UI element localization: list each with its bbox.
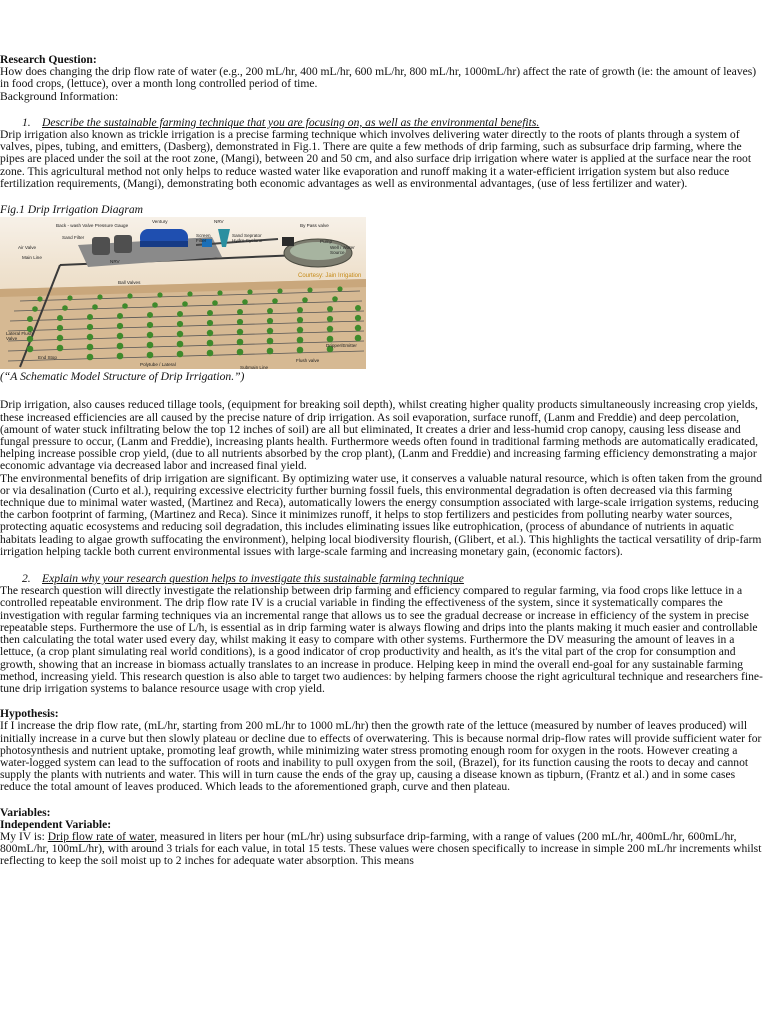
pump [282, 237, 294, 246]
label-ventury: Ventury [152, 219, 168, 225]
research-question-heading: Research Question: [0, 53, 97, 66]
label-end-stop: End Stop [38, 355, 57, 361]
document-page [0, 54, 764, 868]
figure-source: (“A Schematic Model Structure of Drip Irrigation.”) [0, 370, 245, 384]
background-information-label: Background Information: [0, 89, 119, 103]
label-dripper-emitter: Dripper/Emitter [326, 343, 357, 349]
label-nrv-top: NRV [214, 219, 224, 225]
label-polytube: Polytube / Lateral [140, 362, 176, 368]
iv-prefix: My IV is: [0, 829, 48, 843]
research-question-text: How does changing the drip flow rate of water (e.g., 200 mL/hr, 400 mL/hr, 600 mL/hr, 800 mL/hr, 1000mL/hr) affect the rate of growth (ie: the amount of leaves) in food crops, (lettuce), over a month long controlled period of time. [0, 65, 757, 91]
section1-number: 1. [22, 115, 31, 129]
label-main-line: Main Line [22, 255, 42, 261]
iv-description: , measured in liters per hour (mL/hr) using subsurface drip-farming, with a range of values (200 mL/hr, 400mL/hr, 600mL/hr, 800mL/hr, 100mL/hr), with around 3 trials for each value, in total 15 tests. These values were chosen specifically to increase in simple 200 mL/hr increments whilst reflecting to keep the soil moist up to 2 inches for adequate water absorption. This means [0, 829, 762, 868]
label-sand-filter: Sand Filter [62, 235, 85, 241]
label-flush-valve: Flush valve [296, 358, 320, 364]
label-ball-valves: Ball Valves [118, 280, 141, 286]
section1-paragraph3: The environmental benefits of drip irrigation are significant. By optimizing water use, it conserves a valuable natural resource, which is often taken from the ground or via desalination (Curto et al.), requiring excessive electricity further burning fossil fuels, this environmental degradation is often decreased via this farming technique due to minimal water wasted, (Martinez and Reca), automatically lowers the energy consumption associated with large-scale irrigation systems, reducing the carbon footprint of farming, (Martinez and Reca). Since it minimizes runoff, it helps to stop fertilizers and pesticides from polluting nearby water sources, protecting aquatic ecosystems and reducing soil degradation, this includes eliminating issues like eutrophication, (process of abundance of nutrients in aquatic habitats leading to algae growth suffocating the environment), helping local biodiversity flourish, (Glibert, et al.). This highlights the tactical versatility of drip-farm irrigation helping tackle both current environmental issues with large-scale farming and increasing monetary gain, (economic factors). [0, 471, 763, 558]
label-water-source: Well / Water Source [330, 245, 355, 256]
label-sand-separator: Sand Seprator Hydro-Cyclone [232, 233, 263, 244]
label-bypass-valve: By Pass valve [300, 223, 329, 229]
independent-variable-paragraph [0, 831, 764, 868]
sand-filter-right [114, 235, 132, 253]
label-screen-filter: Screen Filter [196, 233, 211, 244]
section2-number: 2. [22, 572, 31, 586]
drip-irrigation-diagram [0, 217, 366, 369]
section1-paragraph1: Drip irrigation also known as trickle irrigation is a precise farming technique which involves delivering water directly to the roots of plants through a system of valves, pipes, tubing, and emitters, (Dasberg), demonstrated in Fig.1. There are quite a few methods of drip farming, such as subsurface drip farming, where the pipes are placed under the soil at the root zone, (Mangi), between 20 and 50 cm, and also surface drip irrigation where water is applied at the surface near the root zone. This agricultural method not only helps to reduce wasted water like evaporation and runoff making it a water-efficient irrigation system but also reduce fertilization requirements, (Mangi), demonstrating both economic advantages as well as environmental advantages, (use of less fertilizer and water). [0, 128, 752, 190]
label-lateral-flush-valve: Lateral Flush Valve [6, 331, 33, 342]
section2-paragraph: The research question will directly investigate the relationship between drip farming and efficiency compared to regular farming, via food crops like lettuce in a controlled repeatable environment. The drip flow rate IV is a crucial variable in finding the effectiveness of the system, since it systematically compares the investigation with regular farming techniques via an incremental range that allows us to see the gradual decrease or increase in efficiency of the system in precise repeatable steps. Furthermore the use of L/h, is essential as in drip farming water is always flowing and drips into the plants making it much easier and controllable then calculating the total water used every day, whilst making it easy to compare with other systems. Furthermore the DV measuring the amount of leaves in a lettuce, (a crop plant simulating real world conditions), is a good indicator of crop productivity and health, as it's the vital part of the crop for consumption and growth, showing that an increase in biomass actually translates to an increase in produce. Helping keep in mind the overall end-goal for any sustainable farming method, increasing yield. This research question is also able to target two audiences: by helping farmers choose the right agricultural technique and researchers fine-tune drip irrigation systems to balance resource usage with crop yield. [0, 584, 763, 695]
diagram-illustration [0, 217, 366, 369]
label-nrv-mid: NRV [110, 259, 120, 265]
label-air-valve: Air Valve [18, 245, 37, 251]
section1-title: Describe the sustainable farming technique that you are focusing on, as well as the environmental benefits. [42, 115, 540, 129]
figure-caption: Fig.1 Drip Irrigation Diagram [0, 203, 143, 217]
section2-title: Explain why your research question helps to investigate this sustainable farming technique [42, 572, 464, 586]
hypothesis-heading: Hypothesis: [0, 707, 59, 721]
variables-heading: Variables: [0, 805, 51, 819]
independent-variable-heading: Independent Variable: [0, 817, 112, 831]
label-submain-line: Submain Line [240, 365, 269, 370]
section1-paragraph2: Drip irrigation, also causes reduced tillage tools, (equipment for breaking soil depth), whilst creating higher quality products simultaneously increasing crop yields, these increased efficiencies are all caused by the precise nature of drip irrigation. As soil evaporation, surface runoff, (Lanm and Freddie) and deep percolation, (amount of water stuck infiltrating below the top 12 inches of soil) are all but eliminated, It creates a drier and less-humid crop canopy, causing less disease and fungal pressure to occur, (Lanm and Freddie), increasing plants health. Furthermore weeds often found in traditional farming methods are automatically eradicated, helping increase possible crop yield, (due to all nutrients absorbed by the crop plant), (Lanm and Freddie) and increasing farming efficiency demonstrating a major economic advantage via decreased labor and increased final yield. [0, 398, 759, 473]
label-backwash-valve: Back - wash Valve Pressure Gauge [56, 223, 129, 229]
courtesy-watermark: Courtesy: Jain Irrigation [298, 273, 362, 280]
label-pump: Pump [320, 239, 333, 245]
sand-filter-left [92, 237, 110, 255]
iv-name: Drip flow rate of water [47, 829, 155, 843]
hypothesis-paragraph: If I increase the drip flow rate, (mL/hr, starting from 200 mL/hr to 1000 mL/hr) then the growth rate of the lettuce (measured by number of leaves produced) will initially increase in a curve but then slowly plateau or decline due to effects of overwatering. This is because normal drip-flow rates will provide sufficient water for photosynthesis and nutrient uptake, promoting leaf growth, while minimizing water stress promoting enough room for oxygen in the roots. However creating a water-logged system can lead to the suffocation of roots and inability to pull oxygen from the soil, (Brazel), for its function causing the roots to decay and cannot supply the plants with nutrients and water. This will in turn cause the ends of the gray up, causing a disease known as tipburn, (Frantz et al.) and in some cases reduce the total amount of leaves produced. Which leads to the aforementioned graph, curve and then plateau. [0, 719, 762, 794]
